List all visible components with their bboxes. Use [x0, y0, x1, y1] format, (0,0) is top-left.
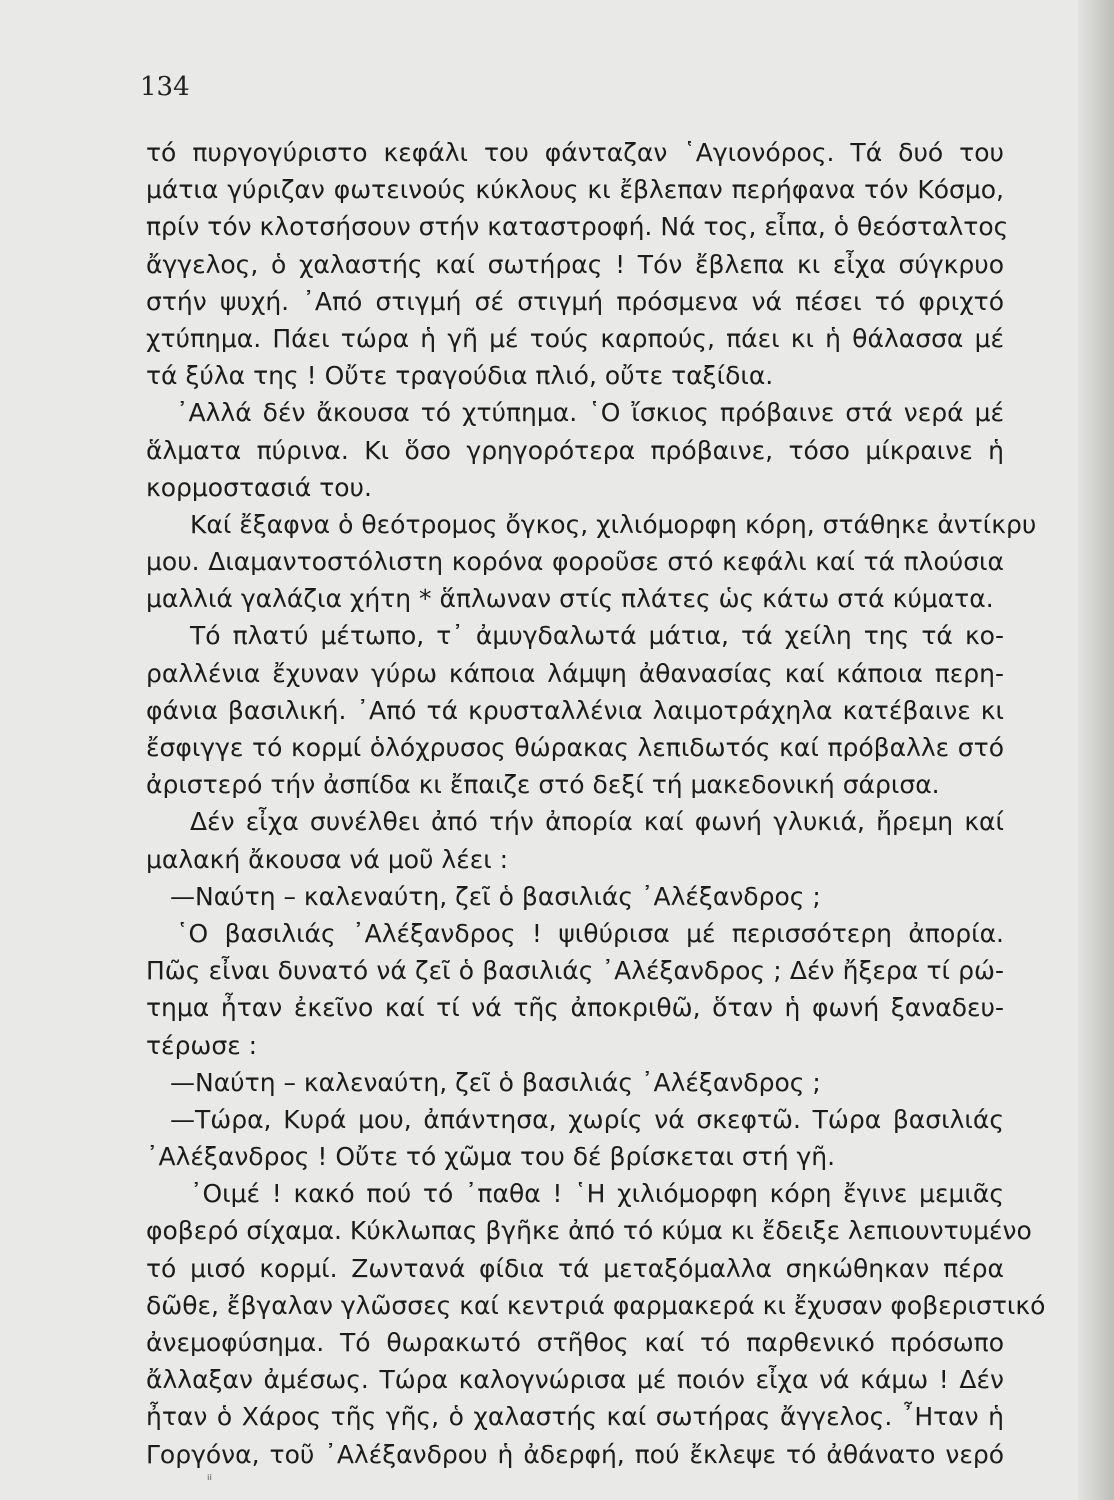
text-line: —Ναύτη – καλεναύτη, ζεῖ ὁ βασιλιάς ᾿Αλέξανδρος ;: [170, 881, 821, 911]
text-line: τέρωσε :: [146, 1030, 258, 1060]
text-line: ραλλένια ἔχυναν γύρω κάποια λάμψη ἀθανασίας καί κάποια περη-: [146, 658, 1004, 688]
text-line: —Ναύτη – καλεναύτη, ζεῖ ὁ βασιλιάς ᾿Αλέξανδρος ;: [170, 1067, 821, 1097]
text-line: ῾Ο βασιλιάς ᾿Αλέξανδρος ! ψιθύρισα μέ περισσότερη ἀπορία.: [176, 918, 1004, 948]
text-line: ἔσφιγγε τό κορμί ὁλόχρυσος θώρακας λεπιδωτός καί πρόβαλλε στό: [146, 733, 1004, 762]
text-line: στήν ψυχή. ᾿Από στιγμή σέ στιγμή πρόσμενα νά πέσει τό φριχτό: [146, 286, 1004, 316]
text-line: Δέν εἶχα συνέλθει ἀπό τήν ἀπορία καί φωνή γλυκιά, ἤρεμη καί: [190, 807, 1004, 837]
text-line: ᾿Αλέξανδρος ! Οὔτε τό χῶμα του δέ βρίσκεται στή γῆ.: [146, 1142, 836, 1172]
text-line: μαλλιά γαλάζια χήτη * ἅπλωναν στίς πλάτες ὡς κάτω στά κύματα.: [146, 584, 994, 614]
text-line: χτύπημα. Πάει τώρα ἡ γῆ μέ τούς καρπούς, πάει κι ἡ θάλασσα μέ: [146, 323, 1004, 353]
text-line: ἄγγελος, ὁ χαλαστής καί σωτήρας ! Τόν ἔβλεπα κι εἶχα σύγκρυο: [146, 249, 1004, 279]
page-edge-shadow: [1078, 0, 1114, 1500]
page-number: 134: [140, 72, 190, 102]
text-line: ἀριστερό τήν ἀσπίδα κι ἔπαιζε στό δεξί τή μακεδονική σάρισα.: [146, 770, 940, 800]
text-line: Πῶς εἶναι δυνατό νά ζεῖ ὁ βασιλιάς ᾿Αλέξανδρος ; Δέν ἤξερα τί ρώ-: [146, 956, 1004, 986]
text-line: μαλακή ἄκουσα νά μοῦ λέει :: [146, 844, 509, 874]
text-line: Καί ἔξαφνα ὁ θεότρομος ὄγκος, χιλιόμορφη κόρη, στάθηκε ἀντίκρυ: [190, 509, 1037, 539]
text-line: ἀνεμοφύσημα. Τό θωρακωτό στῆθος καί τό παρθενικό πρόσωπο: [146, 1328, 1004, 1357]
text-line: Γοργόνα, τοῦ ᾿Αλέξανδρου ἡ ἀδερφή, πού ἔκλεψε τό ἀθάνατο νερό: [146, 1439, 1004, 1469]
text-line: ἄλλαξαν ἀμέσως. Τώρα καλογνώρισα μέ ποιόν εἶχα νά κάμω ! Δέν: [146, 1365, 1004, 1395]
text-line: τημα ἦταν ἐκεῖνο καί τί νά τῆς ἀποκριθῶ, ὅταν ἡ φωνή ξαναδευ-: [146, 993, 1004, 1023]
text-line: τό μισό κορμί. Ζωντανά φίδια τά μεταξόμαλλα σηκώθηκαν πέρα: [146, 1253, 1004, 1283]
text-line: ἅλματα πύρινα. Κι ὅσο γρηγορότερα πρόβαινε, τόσο μίκραινε ἡ: [146, 435, 1004, 465]
text-line: ᾿Αλλά δέν ἄκουσα τό χτύπημα. ῾Ο ἴσκιος πρόβαινε στά νερά μέ: [176, 398, 1004, 428]
text-line: μάτια γύριζαν φωτεινούς κύκλους κι ἔβλεπαν περήφανα τόν Κόσμο,: [146, 175, 1004, 205]
text-line: μου. Διαμαντοστόλιστη κορόνα φοροῦσε στό κεφάλι καί τά πλούσια: [146, 547, 1004, 577]
text-line: πρίν τόν κλοτσήσουν στήν καταστροφή. Νά τος, εἶπα, ὁ θεόσταλτος: [146, 212, 1009, 242]
text-line: —Τώρα, Κυρά μου, ἀπάντησα, χωρίς νά σκεφτῶ. Τώρα βασιλιάς: [170, 1104, 1004, 1134]
text-line: Τό πλατύ μέτωπο, τ᾿ ἀμυγδαλωτά μάτια, τά χείλη της τά κο-: [190, 621, 1004, 651]
text-line: φοβερό σίχαμα. Κύκλωπας βγῆκε ἀπό τό κύμα κι ἔδειξε λεπιουντυμένο: [146, 1216, 1032, 1246]
body-text: [146, 134, 1046, 1473]
footer-mark: ᵢᵢ: [207, 1468, 213, 1484]
text-line: δῶθε, ἔβγαλαν γλῶσσες καί κεντριά φαρμακερά κι ἔχυσαν φοβεριστικό: [146, 1290, 1046, 1320]
text-line: ᾿Οιμέ ! κακό πού τό ᾿παθα ! ῾Η χιλιόμορφη κόρη ἔγινε μεμιᾶς: [190, 1179, 1004, 1209]
text-line: κορμοστασιά του.: [146, 472, 372, 502]
text-line: φάνια βασιλική. ᾿Από τά κρυσταλλένια λαιμοτράχηλα κατέβαινε κι: [146, 695, 1004, 725]
text-line: ἦταν ὁ Χάρος τῆς γῆς, ὁ χαλαστής καί σωτήρας ἄγγελος. ῏Ηταν ἡ: [146, 1402, 1004, 1432]
text-line: τά ξύλα της ! Οὔτε τραγούδια πλιό, οὔτε ταξίδια.: [146, 361, 774, 391]
text-line: τό πυργογύριστο κεφάλι του φάνταζαν ῾Αγιονόρος. Τά δυό του: [146, 138, 1004, 167]
